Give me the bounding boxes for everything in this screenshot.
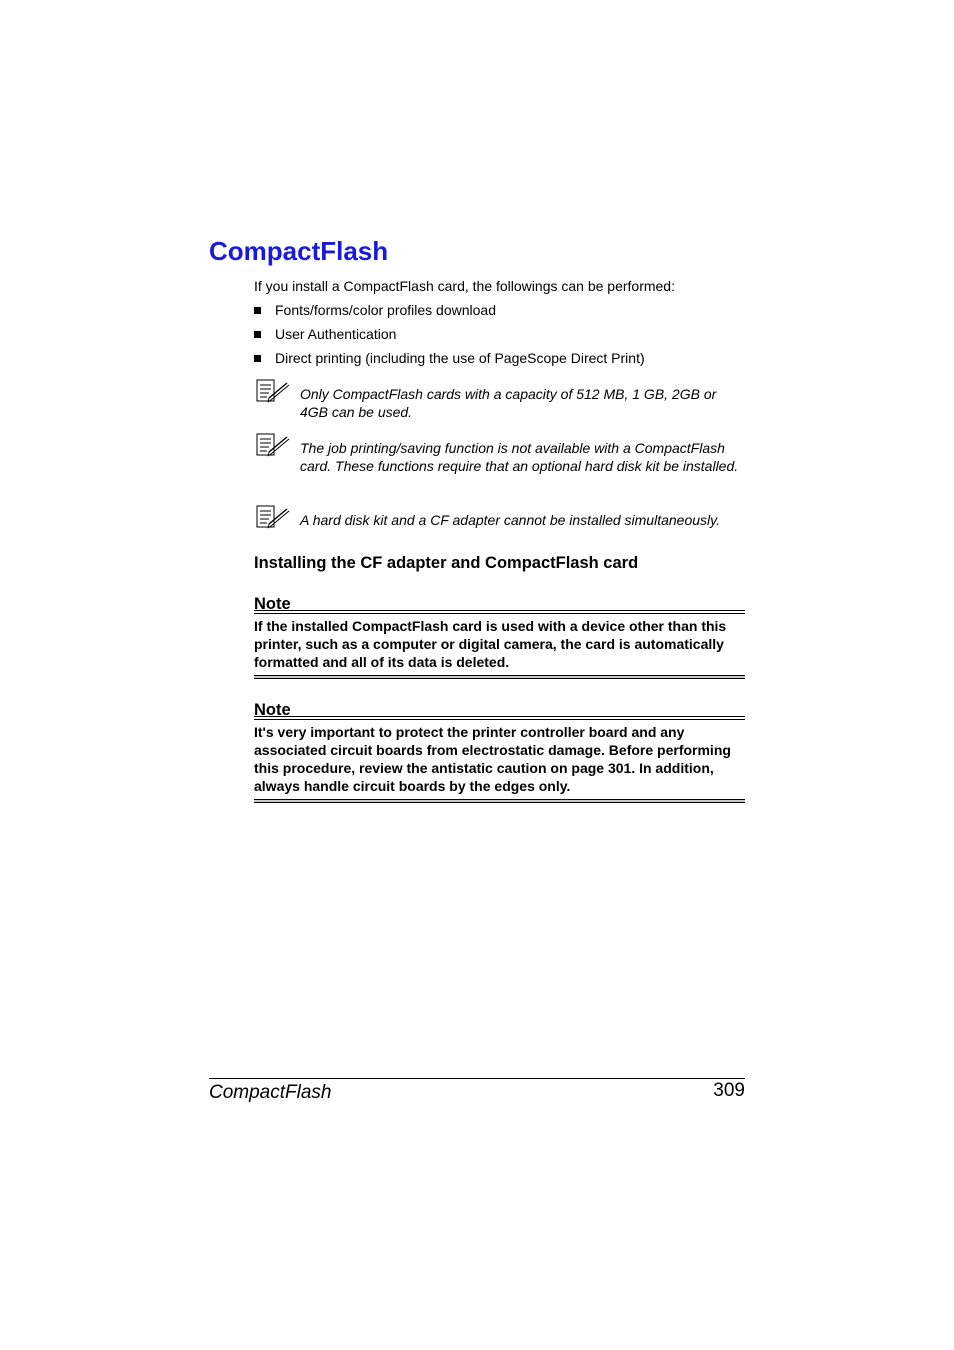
- note-label: Note: [254, 701, 291, 719]
- note-box: [254, 700, 745, 803]
- note-text: It's very important to protect the printer controller board and any associated circuit boards from electrostatic damage. Before performing this procedure, review the antistatic caution on page 301. In addition, always handle circuit boards by the edges only.: [254, 724, 731, 794]
- bullet-item: [254, 326, 396, 343]
- note-text: If the installed CompactFlash card is used with a device other than this printer, such as a computer or digital camera, the card is automatically formatted and all of its data is deleted.: [254, 618, 727, 670]
- note-rule: [254, 610, 745, 614]
- bullet-item: [254, 350, 645, 367]
- note-rule: [254, 716, 745, 720]
- note-rule: [254, 675, 745, 679]
- memo-text: A hard disk kit and a CF adapter cannot be installed simultaneously.: [300, 512, 720, 528]
- bullet-text: Direct printing (including the use of PageScope Direct Print): [275, 350, 645, 366]
- bullet-square-icon: [254, 307, 261, 314]
- note-rule: [254, 799, 745, 803]
- memo-pencil-icon: [256, 433, 290, 457]
- memo-pencil-icon: [256, 379, 290, 403]
- memo-pencil-icon: [256, 505, 290, 529]
- bullet-square-icon: [254, 331, 261, 338]
- note-label: Note: [254, 595, 291, 613]
- footer-page-number: 309: [713, 1080, 745, 1101]
- memo-text: The job printing/saving function is not available with a CompactFlash card. These functions require that an optional hard disk kit be installed.: [300, 440, 739, 474]
- note-box: [254, 594, 745, 679]
- bullet-text: Fonts/forms/color profiles download: [275, 302, 496, 318]
- intro-text: If you install a CompactFlash card, the followings can be performed:: [254, 278, 675, 294]
- bullet-text: User Authentication: [275, 326, 397, 342]
- section-subheading: Installing the CF adapter and CompactFlash card: [254, 554, 639, 572]
- page-title: CompactFlash: [209, 236, 389, 266]
- memo-text: Only CompactFlash cards with a capacity of 512 MB, 1 GB, 2GB or 4GB can be used.: [300, 386, 717, 420]
- footer-section-title: CompactFlash: [209, 1082, 332, 1103]
- footer-rule: [209, 1078, 745, 1079]
- bullet-square-icon: [254, 355, 261, 362]
- bullet-item: [254, 302, 496, 319]
